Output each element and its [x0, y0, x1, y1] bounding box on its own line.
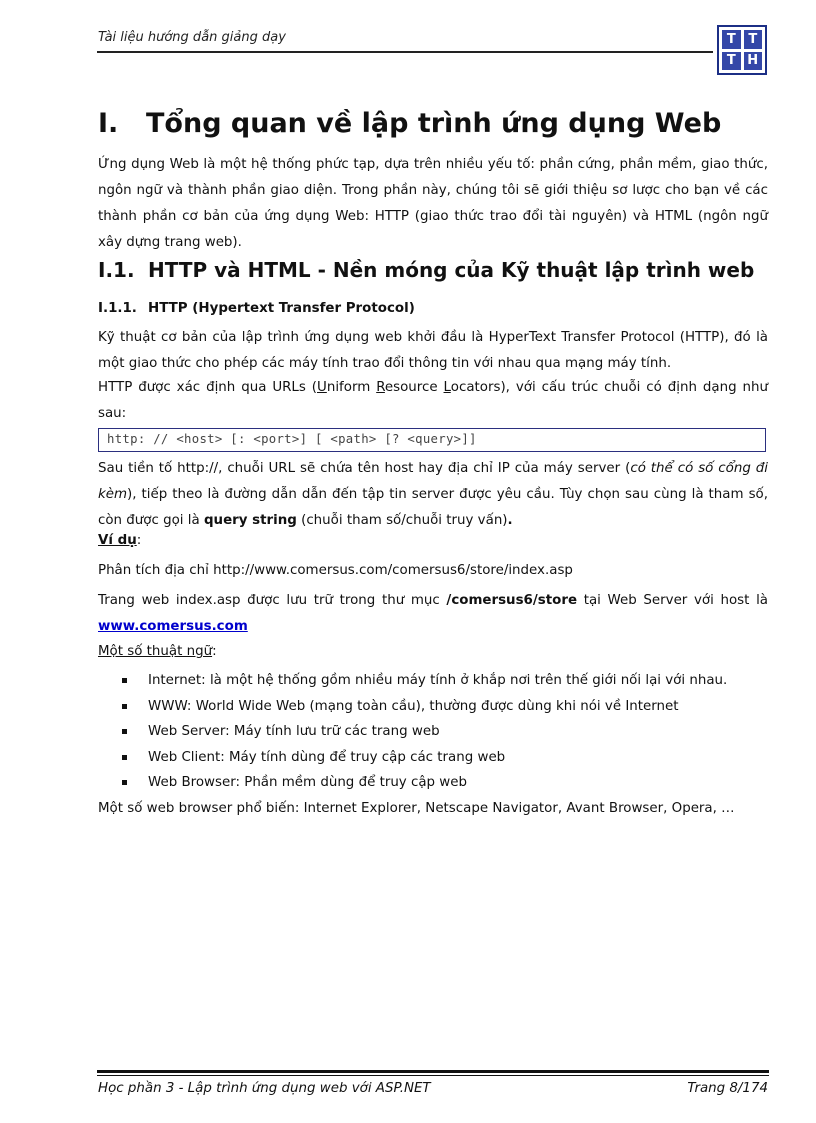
- running-header-title: Tài liệu hướng dẫn giảng dạy: [98, 30, 286, 45]
- browsers-paragraph: Một số web browser phổ biến: Internet Explorer, Netscape Navigator, Avant Browser, Opera, …: [98, 801, 735, 816]
- comersus-link[interactable]: www.comersus.com: [98, 619, 248, 634]
- list-item: WWW: World Wide Web (mạng toàn cầu), thường được dùng khi nói về Internet: [122, 694, 727, 720]
- footer-page-number: Trang 8/174: [687, 1081, 768, 1096]
- logo-letter: T: [722, 30, 741, 49]
- http-definition-paragraph: Kỹ thuật cơ bản của lập trình ứng dụng web khởi đầu là HyperText Transfer Protocol (HTTP), đó là một giao thức cho phép các máy tính trao đổi thông tin với nhau qua mạng máy tính.: [98, 330, 768, 371]
- logo-letter: T: [722, 52, 741, 71]
- subsubsection-number: I.1.1.: [98, 301, 137, 316]
- url-syntax-box: http: // <host> [: <port>] [ <path> [? <query>]]: [98, 428, 766, 452]
- subsection-number: I.1.: [98, 258, 135, 282]
- bullet-icon: [122, 678, 127, 683]
- url-explanation-paragraph: Sau tiền tố http://, chuỗi URL sẽ chứa tên host hay địa chỉ IP của máy server (có thể có số cổng đi kèm), tiếp theo là đường dẫn dẫn đến tập tin server được yêu cầu. Tùy chọn sau cùng là tham số, còn được gọi là query string (chuỗi tham số/chuỗi truy vấn).: [98, 461, 768, 528]
- subsection-heading: [98, 258, 754, 282]
- tth-logo: [717, 25, 767, 75]
- subsubsection-title: HTTP (Hypertext Transfer Protocol): [148, 301, 415, 316]
- subsubsection-heading: [98, 301, 415, 316]
- list-item: Internet: là một hệ thống gồm nhiều máy tính ở khắp nơi trên thế giới nối lại với nhau.: [122, 668, 727, 694]
- example-label: Ví dụ:: [98, 533, 142, 548]
- bullet-icon: [122, 729, 127, 734]
- logo-letter: T: [744, 30, 763, 49]
- terms-label: Một số thuật ngữ:: [98, 644, 217, 659]
- section-title: Tổng quan về lập trình ứng dụng Web: [146, 108, 722, 139]
- section-heading: [98, 108, 721, 139]
- example-page-paragraph: Trang web index.asp được lưu trữ trong thư mục /comersus6/store tại Web Server với host là www.comersus.com: [98, 593, 768, 634]
- logo-letter: H: [744, 52, 763, 71]
- bullet-icon: [122, 780, 127, 785]
- list-item: Web Client: Máy tính dùng để truy cập các trang web: [122, 745, 727, 771]
- footer-divider: [97, 1070, 769, 1073]
- example-analysis: Phân tích địa chỉ http://www.comersus.com/comersus6/store/index.asp: [98, 563, 573, 578]
- bullet-icon: [122, 704, 127, 709]
- subsection-title: HTTP và HTML - Nền móng của Kỹ thuật lập trình web: [148, 258, 755, 282]
- intro-paragraph: Ứng dụng Web là một hệ thống phức tạp, dựa trên nhiều yếu tố: phần cứng, phần mềm, giao thức, ngôn ngữ và thành phần giao diện. Trong phần này, chúng tôi sẽ giới thiệu sơ lược cho bạn về các thành phần cơ bản của ứng dụng Web: HTTP (giao thức trao đổi tài nguyên) và HTML (ngôn ngữ xây dựng trang web).: [98, 157, 768, 250]
- terms-list: [122, 668, 727, 796]
- bullet-icon: [122, 755, 127, 760]
- footer-divider-thin: [97, 1075, 769, 1076]
- section-number: I.: [98, 108, 119, 139]
- list-item: Web Server: Máy tính lưu trữ các trang web: [122, 719, 727, 745]
- list-item: Web Browser: Phần mềm dùng để truy cập web: [122, 770, 727, 796]
- url-intro-paragraph: HTTP được xác định qua URLs (Uniform Resource Locators), với cấu trúc chuỗi có định dạng như sau:: [98, 380, 768, 421]
- header-divider: [97, 51, 713, 53]
- footer-course-title: Học phần 3 - Lập trình ứng dụng web với ASP.NET: [98, 1081, 431, 1096]
